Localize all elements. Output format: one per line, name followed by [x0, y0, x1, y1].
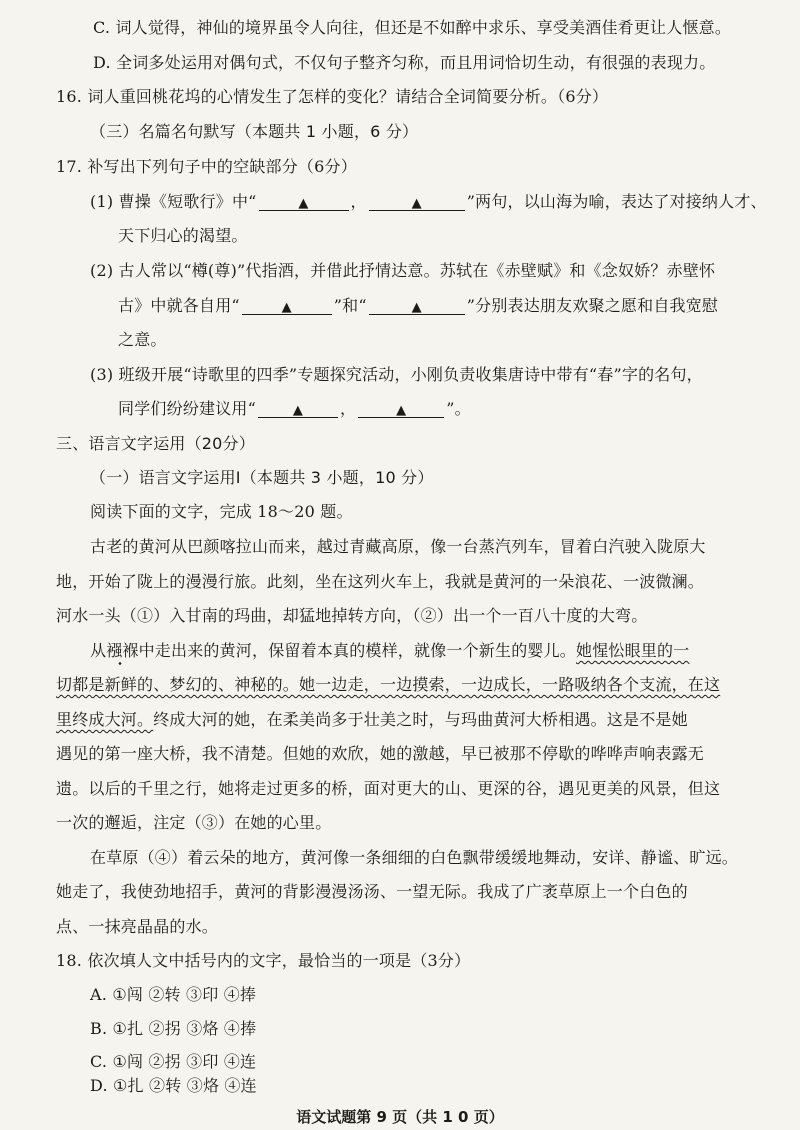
passage-p2-line6: 一次的邂逅，注定（③）在她的心里。 [56, 813, 332, 832]
q18-option-c[interactable]: C. ①闯 ②拐 ③印 ④连 [90, 1052, 257, 1071]
passage-p2-line5: 遗。以后的千里之行，她将走过更多的桥，面对更大的山、更深的谷，遇见更美的风景，但这 [56, 779, 721, 798]
q17-item3-end: ”。 [446, 399, 471, 418]
reading-instruction: 阅读下面的文字，完成 18～20 题。 [90, 502, 353, 521]
wavy-underlined-sentence: 她惺忪眼里的一 [576, 641, 690, 660]
q17-item3-line1: (3) 班级开展“诗歌里的四季”专题探究活动，小刚负责收集唐诗中带有“春”字的名句， [90, 365, 703, 384]
blank-marker-icon: ▲ [281, 300, 292, 315]
recitation-heading: （三）名篇名句默写（本题共 1 小题，6 分） [90, 122, 419, 141]
passage-p1-line2: 地，开始了陇上的漫漫行旅。此刻，坐在这列火车上，我就是黄河的一朵浪花、一波微澜。 [56, 572, 705, 591]
q17-item1-text-a: (1) 曹操《短歌行》中“ [90, 192, 257, 211]
passage-p2-line3 [56, 710, 688, 730]
q18-option-a[interactable]: A. ①闯 ②转 ③印 ④捧 [90, 985, 257, 1004]
q17-blank-6[interactable] [358, 400, 444, 418]
blank-marker-icon: ▲ [411, 300, 422, 315]
q17-item2-and: ”和“ [333, 296, 367, 315]
passage-p3-line3: 点、一抹亮晶晶的水。 [56, 917, 219, 936]
passage-p1-line1: 古老的黄河从巴颜喀拉山而来，越过青藏高原，像一台蒸汽列车，冒着白汽驶入陇原大 [90, 537, 706, 556]
q17-item1-line1 [90, 192, 767, 212]
dotted-emphasis-word: 襁褓 [106, 641, 139, 660]
q17-blank-2[interactable] [369, 193, 465, 211]
q17-blank-3[interactable] [242, 297, 332, 315]
q17-item2-text-b: 古》中就各自用“ [118, 296, 240, 315]
q18-option-d[interactable]: D. ①扎 ②转 ③烙 ④连 [90, 1076, 257, 1095]
q17-item1-sep: ， [350, 192, 367, 211]
blank-marker-icon: ▲ [396, 403, 407, 418]
q15-option-d: D. 全词多处运用对偶句式，不仅句子整齐匀称，而且用词恰切生动，有很强的表现力。 [93, 53, 716, 72]
q18-stem: 18. 依次填人文中括号内的文字，最恰当的一项是（3分） [56, 951, 471, 970]
p2-text-a: 从 [90, 641, 107, 660]
wavy-underlined-sentence: 里终成大河。 [56, 710, 154, 729]
q15-option-c: C. 词人觉得，神仙的境界虽令人向往，但还是不如醉中求乐、享受美酒佳肴更让人惬意。 [93, 18, 732, 37]
q18-option-b[interactable]: B. ①扎 ②拐 ③烙 ④捧 [90, 1019, 257, 1038]
q17-blank-4[interactable] [369, 297, 465, 315]
q17-stem: 17. 补写出下列句子中的空缺部分（6分） [56, 157, 357, 176]
q17-item2-line2 [118, 296, 718, 316]
passage-p3-line1: 在草原（④）着云朵的地方，黄河像一条细细的白色飘带缓缓地舞动，安详、静谧、旷远。 [90, 848, 739, 867]
blank-marker-icon: ▲ [292, 403, 304, 418]
p2-text-c: 终成大河的她，在柔美尚多于壮美之时，与玛曲黄河大桥相遇。这是不是她 [153, 710, 688, 729]
blank-marker-icon: ▲ [411, 196, 422, 211]
p2-text-b: 中走出来的黄河，保留着本真的模样，就像一个新生的婴儿。 [138, 641, 577, 660]
q17-item2-line3: 之意。 [118, 330, 167, 349]
blank-marker-icon: ▲ [298, 196, 309, 211]
q17-item3-line2 [118, 399, 471, 419]
page-footer: 语文试题第 9 页（共 1 0 页） [296, 1108, 504, 1126]
q17-item1-line2: 天下归心的渴望。 [118, 226, 248, 245]
passage-p2-line4: 遇见的第一座大桥，我不清楚。但她的欢欣，她的激越，早已被那不停歇的哗哗声响表露无 [56, 744, 705, 763]
passage-p2-line2 [56, 675, 720, 695]
passage-p3-line2: 她走了，我使劲地招手，黄河的背影漫漫汤汤、一望无际。我成了广袤草原上一个白色的 [56, 882, 688, 901]
q17-item3-sep: ， [339, 399, 357, 418]
passage-p2-line1 [90, 641, 689, 661]
wavy-underlined-sentence: 切都是新鲜的、梦幻的、神秘的。她一边走，一边摸索，一边成长，一路吸纳各个支流，在这 [56, 675, 721, 694]
q16-stem: 16. 词人重回桃花坞的心情发生了怎样的变化？请结合全词简要分析。（6分） [56, 87, 609, 106]
q17-item2-line1: (2) 古人常以“樽(尊)”代指酒，并借此抒情达意。苏轼在《赤壁赋》和《念奴娇？赤壁怀 [90, 261, 716, 280]
q17-blank-1[interactable] [259, 193, 349, 211]
section3-heading: 三、语言文字运用（20分） [56, 434, 255, 453]
q17-item2-text-c: ”分别表达朋友欢聚之愿和自我宽慰 [466, 296, 719, 315]
section3-subheading: （一）语言文字运用Ⅰ（本题共 3 小题，10 分） [90, 468, 434, 487]
q17-item3-text-b: 同学们纷纷建议用“ [118, 399, 256, 418]
q17-item1-text-b: ”两句，以山海为喻，表达了对接纳人才、 [466, 192, 767, 211]
q17-blank-5[interactable] [258, 400, 338, 418]
passage-p1-line3: 河水一头（①）入甘南的玛曲，却猛地掉转方向，（②）出一个一百八十度的大弯。 [56, 606, 648, 625]
